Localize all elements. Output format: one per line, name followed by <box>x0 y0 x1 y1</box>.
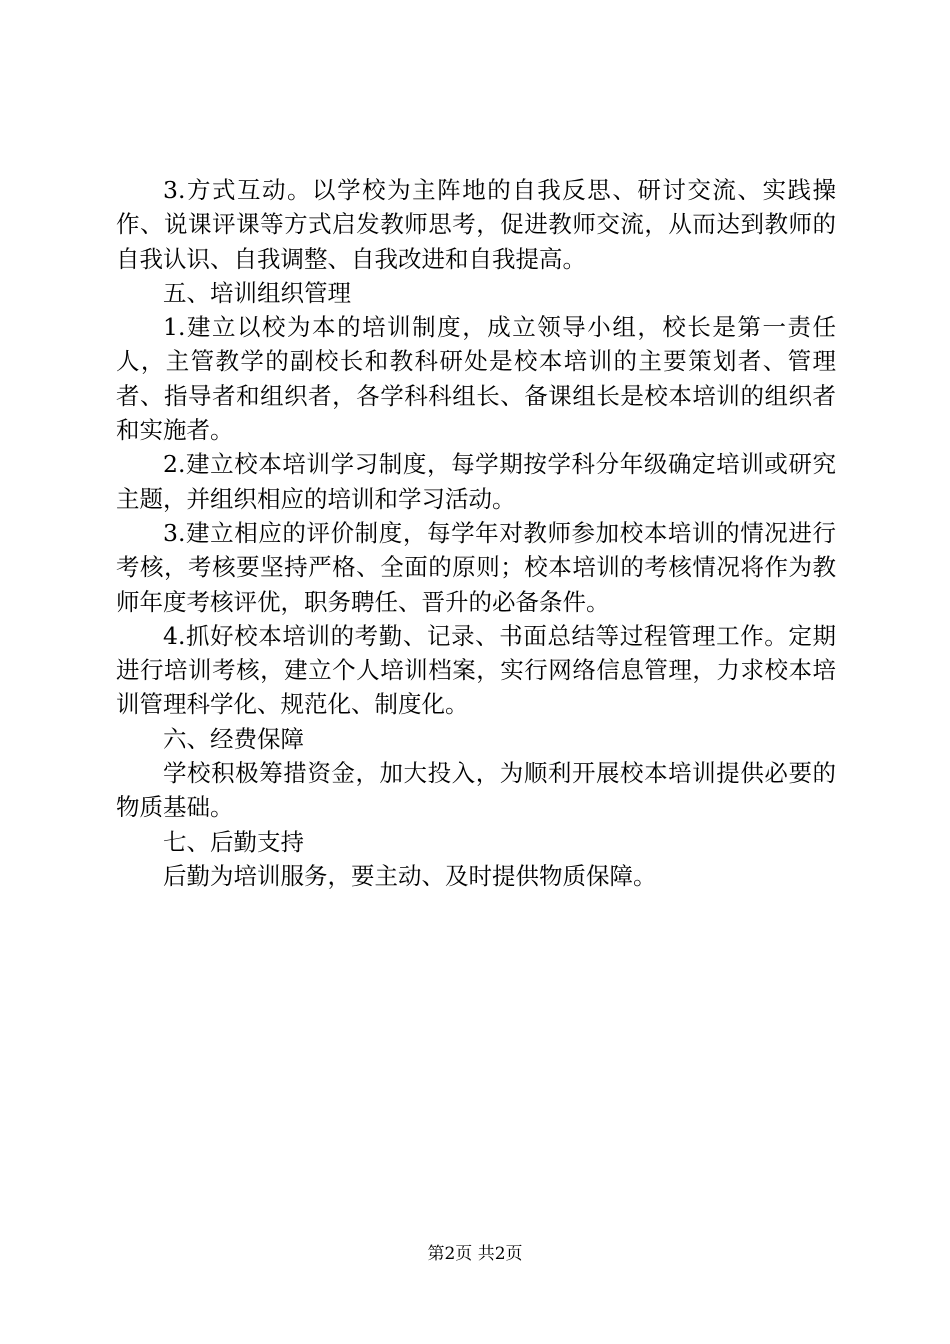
page-number-footer: 第2页 共2页 <box>427 1244 523 1264</box>
paragraph-logistics: 后勤为培训服务，要主动、及时提供物质保障。 <box>163 861 657 890</box>
paragraph-funding: 学校积极筹措资金，加大投入，为顺利开展校本培训提供必要的物质基础。 <box>116 759 836 822</box>
paragraph-method-interaction: 3.方式互动。以学校为主阵地的自我反思、研讨交流、实践操作、说课评课等方式启发教师思考，促进教师交流，从而达到教师的自我认识、自我调整、自我改进和自我提高。 <box>116 176 836 273</box>
section-heading-training-management: 五、培训组织管理 <box>163 278 351 307</box>
section-heading-funding: 六、经费保障 <box>163 724 304 753</box>
paragraph-process-management: 4.抓好校本培训的考勤、记录、书面总结等过程管理工作。定期进行培训考核，建立个人培训档案，实行网络信息管理，力求校本培训管理科学化、规范化、制度化。 <box>116 621 836 719</box>
section-heading-logistics: 七、后勤支持 <box>163 827 304 856</box>
paragraph-study-system: 2.建立校本培训学习制度，每学期按学科分年级确定培训或研究主题，并组织相应的培训和学习活动。 <box>116 450 836 513</box>
document-body <box>116 173 836 893</box>
paragraph-training-system: 1.建立以校为本的培训制度，成立领导小组，校长是第一责任人，主管教学的副校长和教科研处是校本培训的主要策划者、管理者、指导者和组织者，各学科科组长、备课组长是校本培训的组织者和实施者。 <box>116 313 836 445</box>
paragraph-evaluation-system: 3.建立相应的评价制度，每学年对教师参加校本培训的情况进行考核，考核要坚持严格、全面的原则；校本培训的考核情况将作为教师年度考核评优，职务聘任、晋升的必备条件。 <box>116 518 836 616</box>
